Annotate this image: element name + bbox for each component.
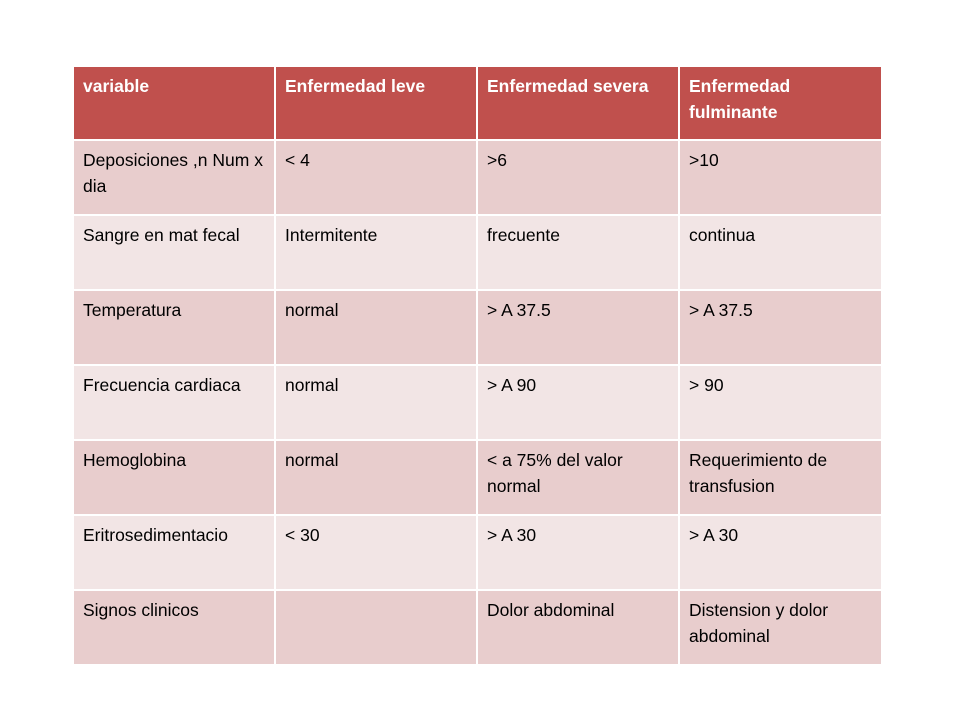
table-cell: > A 30: [679, 515, 882, 590]
table-row: [73, 290, 882, 365]
table-cell: Temperatura: [73, 290, 275, 365]
table-cell: normal: [275, 365, 477, 440]
table-cell: Signos clinicos: [73, 590, 275, 665]
header-cell-leve: Enfermedad leve: [275, 66, 477, 140]
table-cell: < 30: [275, 515, 477, 590]
table-row: [73, 215, 882, 290]
table-body: [73, 140, 882, 665]
table-cell: > A 90: [477, 365, 679, 440]
table-row: [73, 365, 882, 440]
table-cell: Sangre en mat fecal: [73, 215, 275, 290]
table-cell: Hemoglobina: [73, 440, 275, 515]
table-cell: Requerimiento de transfusion: [679, 440, 882, 515]
table-cell: frecuente: [477, 215, 679, 290]
table-cell: < 4: [275, 140, 477, 215]
table-cell: [275, 590, 477, 665]
table-cell: < a 75% del valor normal: [477, 440, 679, 515]
table-cell: > 90: [679, 365, 882, 440]
table-cell: > A 30: [477, 515, 679, 590]
table-row: [73, 440, 882, 515]
table-cell: Deposiciones ,n Num x dia: [73, 140, 275, 215]
table-cell: >10: [679, 140, 882, 215]
table-cell: Distension y dolor abdominal: [679, 590, 882, 665]
table-header: [73, 66, 882, 140]
table-row: [73, 515, 882, 590]
table-cell: Dolor abdominal: [477, 590, 679, 665]
table-cell: Frecuencia cardiaca: [73, 365, 275, 440]
table-cell: Intermitente: [275, 215, 477, 290]
table-cell: continua: [679, 215, 882, 290]
table-cell: normal: [275, 440, 477, 515]
header-cell-fulminante: Enfermedad fulminante: [679, 66, 882, 140]
header-row: [73, 66, 882, 140]
header-cell-severa: Enfermedad severa: [477, 66, 679, 140]
table-cell: > A 37.5: [477, 290, 679, 365]
table-cell: >6: [477, 140, 679, 215]
comparison-table: [72, 65, 883, 666]
table-cell: Eritrosedimentacio: [73, 515, 275, 590]
table-row: [73, 140, 882, 215]
table-cell: normal: [275, 290, 477, 365]
table-row: [73, 590, 882, 665]
header-cell-variable: variable: [73, 66, 275, 140]
table-cell: > A 37.5: [679, 290, 882, 365]
